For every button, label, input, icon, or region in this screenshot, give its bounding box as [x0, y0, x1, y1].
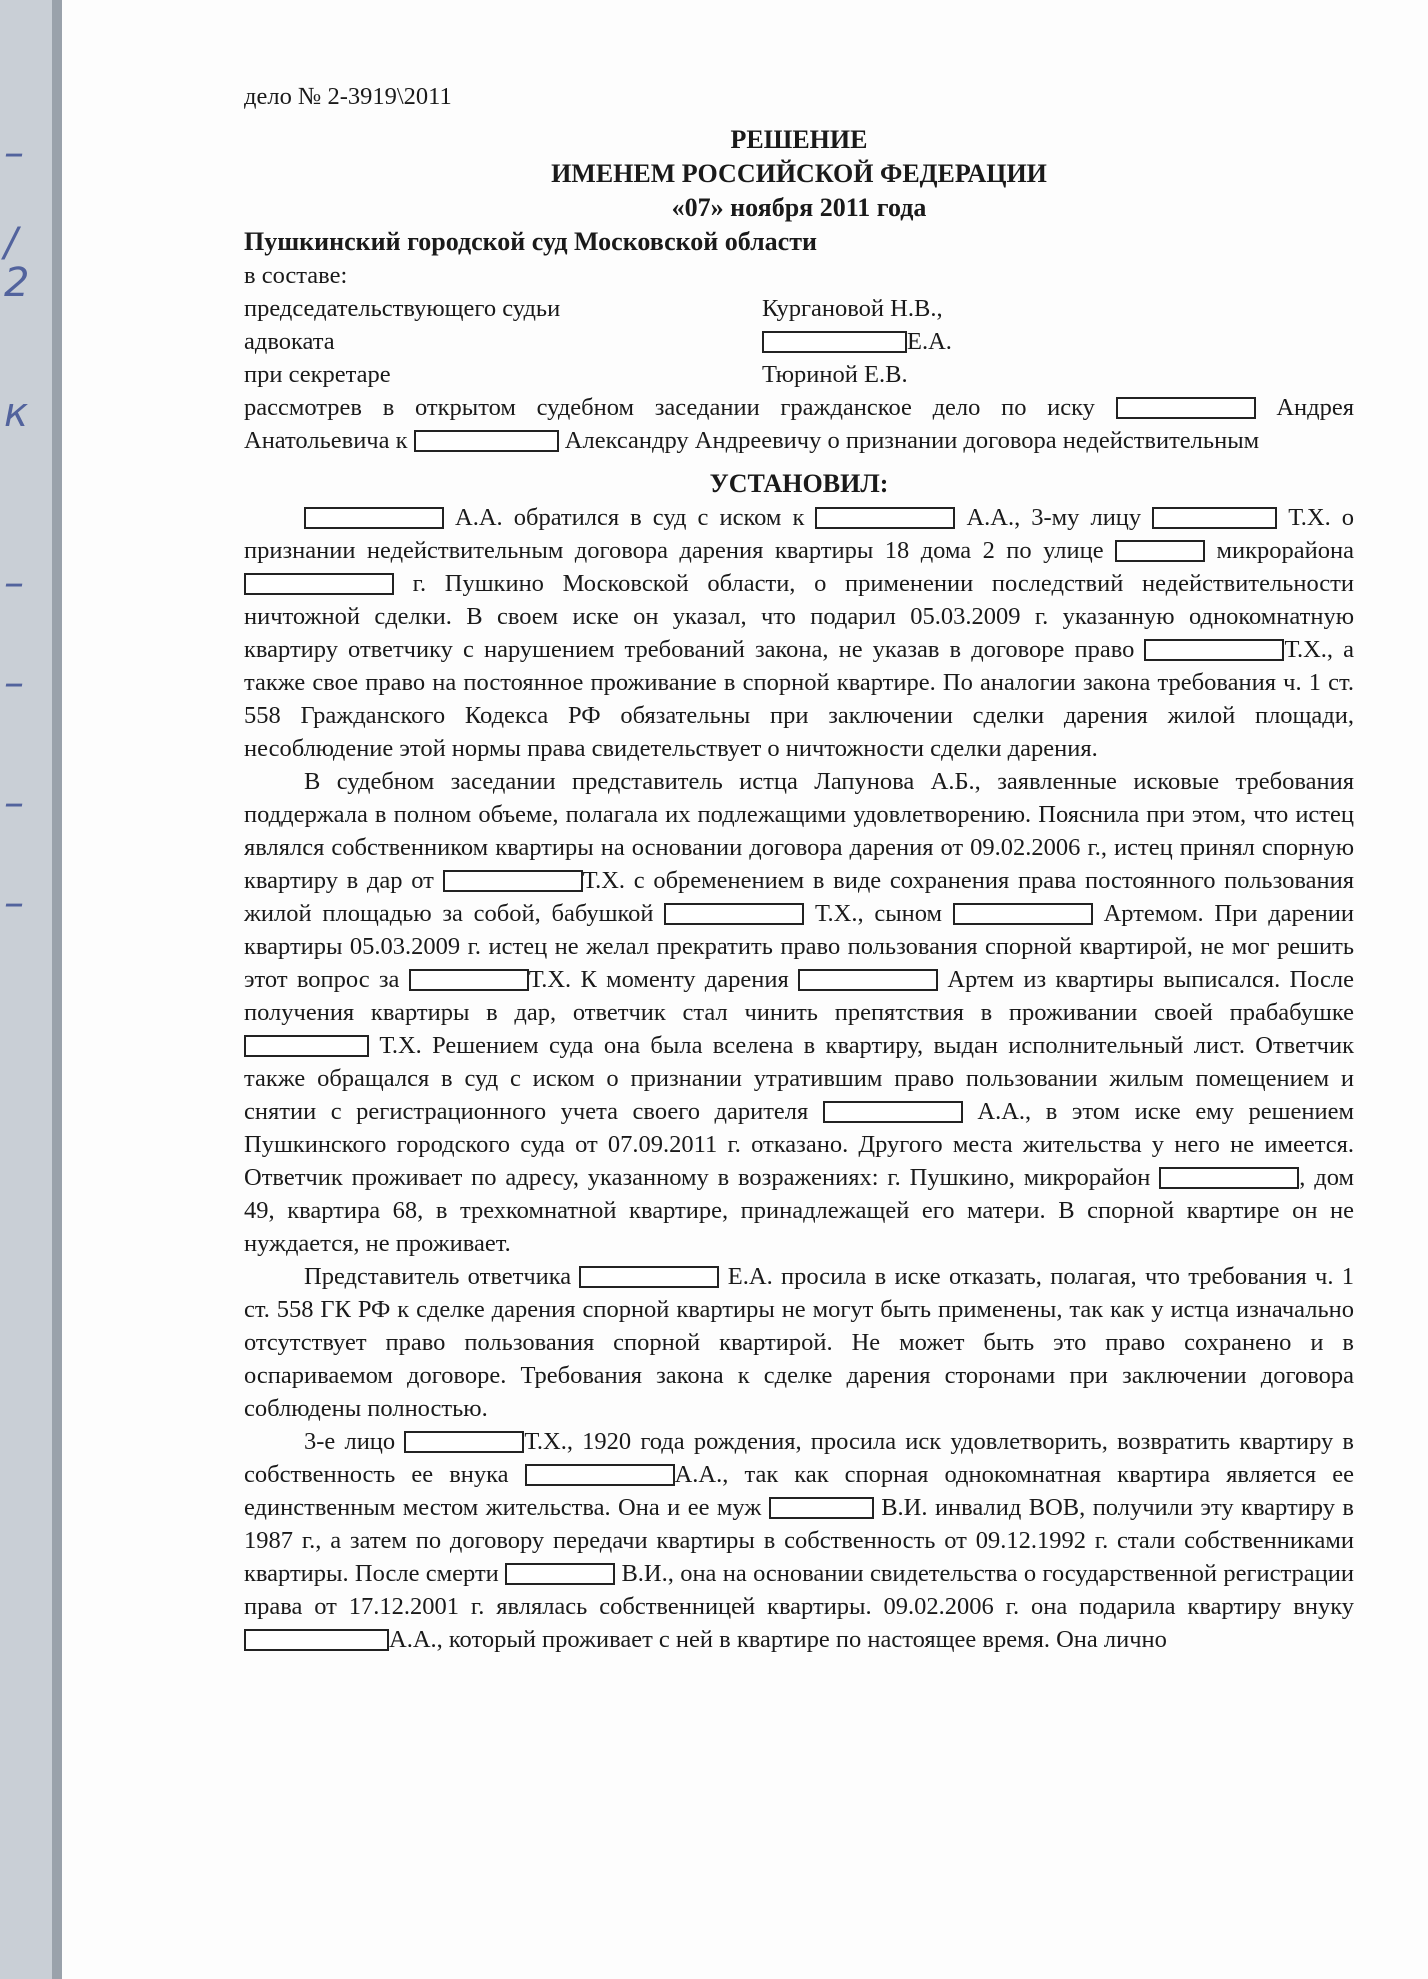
redacted-name	[1159, 1167, 1299, 1189]
redacted-name	[823, 1101, 963, 1123]
redacted-name	[414, 430, 559, 452]
redacted-name	[443, 870, 583, 892]
redacted-name	[244, 1629, 389, 1651]
handwritten-mark: к	[4, 390, 29, 436]
document-date: «07» ноября 2011 года	[671, 193, 927, 222]
handwritten-mark: –	[4, 880, 24, 926]
handwritten-mark: –	[4, 660, 24, 706]
redacted-name	[244, 573, 394, 595]
redacted-name	[404, 1431, 524, 1453]
redacted-name	[798, 969, 938, 991]
composition-intro: в составе:	[244, 262, 348, 289]
redacted-name	[815, 507, 955, 529]
judge-label: председательствующего судьи	[244, 295, 561, 322]
redacted-name	[304, 507, 444, 529]
handwritten-mark: /	[4, 220, 18, 266]
redacted-name	[762, 331, 907, 353]
paragraph-claim: А.А. обратился в суд с иском к А.А., 3-му лицу Т.Х. о признании недействительным договора дарения квартиры 18 дома 2 по улице микрорайона г. Пушкино Московской области, о применении последствий недействительности ничтожной сделки. В своем иске он указал, что подарил 05.03.2009 г. указанную однокомнатную квартиру ответчику с нарушением требований закона, не указав в договоре право Т.Х., а также свое право на постоянное проживание в спорной квартире. По аналогии закона требования ч. 1 ст. 558 Гражданского Кодекса РФ обязательны при заключении сделки дарения жилой площади, несоблюдение этой нормы права свидетельствует о ничтожности сделки дарения.	[244, 504, 1355, 762]
lawyer-label: адвоката	[244, 328, 335, 355]
lawyer-initials: Е.А.	[907, 328, 952, 355]
document-body	[244, 80, 1354, 1656]
handwritten-mark: –	[4, 130, 24, 176]
document-title: РЕШЕНИЕ	[730, 125, 868, 154]
redacted-name	[953, 903, 1093, 925]
redacted-name	[525, 1464, 675, 1486]
case-intro: рассмотрев в открытом судебном заседании гражданское дело по иску Андрея Анатольевича к Александру Андреевичу о признании договора недействительным	[244, 394, 1355, 454]
handwritten-mark: –	[4, 780, 24, 826]
redacted-name	[1144, 639, 1284, 661]
redacted-name	[1116, 397, 1256, 419]
paragraph-third-party: 3-е лицо Т.Х., 1920 года рождения, просила иск удовлетворить, возвратить квартиру в собственность ее внука А.А., так как спорная однокомнатная квартира является ее единственным местом жительства. Она и ее муж В.И. инвалид ВОВ, получили эту квартиру в 1987 г., а затем по договору передачи квартиры в собственность от 09.12.1992 г. стали собственниками квартиры. После смерти В.И., она на основании свидетельства о государственной регистрации права от 17.12.2001 г. являлась собственницей квартиры. 09.02.2006 г. она подарила квартиру внуку А.А., который проживает с ней в квартире по настоящее время. Она лично	[244, 1428, 1355, 1653]
secretary-label: при секретаре	[244, 361, 391, 388]
judge-row	[244, 292, 1354, 325]
redacted-name	[579, 1266, 719, 1288]
redacted-name	[505, 1563, 615, 1585]
document-subtitle: ИМЕНЕМ РОССИЙСКОЙ ФЕДЕРАЦИИ	[551, 159, 1047, 188]
court-name: Пушкинский городской суд Московской области	[244, 227, 817, 256]
judge-name: Кургановой Н.В.,	[762, 295, 943, 322]
handwritten-mark: 2	[4, 260, 30, 306]
redacted-name	[769, 1497, 874, 1519]
redacted-name	[1115, 540, 1205, 562]
binding-shadow	[52, 0, 62, 1979]
redacted-name	[409, 969, 529, 991]
handwritten-mark: –	[4, 560, 24, 606]
lawyer-row	[244, 325, 1354, 358]
paragraph-defendant-rep: Представитель ответчика Е.А. просила в иске отказать, полагая, что требования ч. 1 ст. 558 ГК РФ к сделке дарения спорной квартиры не могут быть применены, так как у истца изначально отсутствует право пользования спорной квартирой. Не может быть это право сохранено и в оспариваемом договоре. Требования закона к сделке дарения сторонами при заключении договора соблюдены полностью.	[244, 1263, 1355, 1422]
redacted-name	[1152, 507, 1277, 529]
redacted-name	[664, 903, 804, 925]
secretary-name: Тюриной Е.В.	[762, 361, 908, 388]
section-heading: УСТАНОВИЛ:	[709, 469, 889, 498]
case-number: дело № 2-3919\2011	[244, 83, 452, 110]
paragraph-plaintiff-rep: В судебном заседании представитель истца Лапунова А.Б., заявленные исковые требования поддержала в полном объеме, полагала их подлежащими удовлетворению. Пояснила при этом, что истец являлся собственником квартиры на основании договора дарения от 09.02.2006 г., истец принял спорную квартиру в дар от Т.Х. с обременением в виде сохранения права постоянного пользования жилой площадью за собой, бабушкой Т.Х., сыном Артемом. При дарении квартиры 05.03.2009 г. истец не желал прекратить право пользования спорной квартирой, не мог решить этот вопрос за Т.Х. К моменту дарения Артем из квартиры выписался. После получения квартиры в дар, ответчик стал чинить препятствия в проживании своей прабабушке Т.Х. Решением суда она была вселена в квартиру, выдан исполнительный лист. Ответчик также обращался в суд с иском о признании утратившим право пользовании жилым помещением и снятии с регистрационного учета своего дарителя А.А., в этом иске ему решением Пушкинского городского суда от 07.09.2011 г. отказано. Другого места жительства у него не имеется. Ответчик проживает по адресу, указанному в возражениях: г. Пушкино, микрорайон , дом 49, квартира 68, в трехкомнатной квартире, принадлежащей его матери. В спорной квартире он не нуждается, не проживает.	[244, 768, 1355, 1257]
document-sheet	[62, 0, 1428, 1979]
secretary-row	[244, 358, 1354, 391]
redacted-name	[244, 1035, 369, 1057]
